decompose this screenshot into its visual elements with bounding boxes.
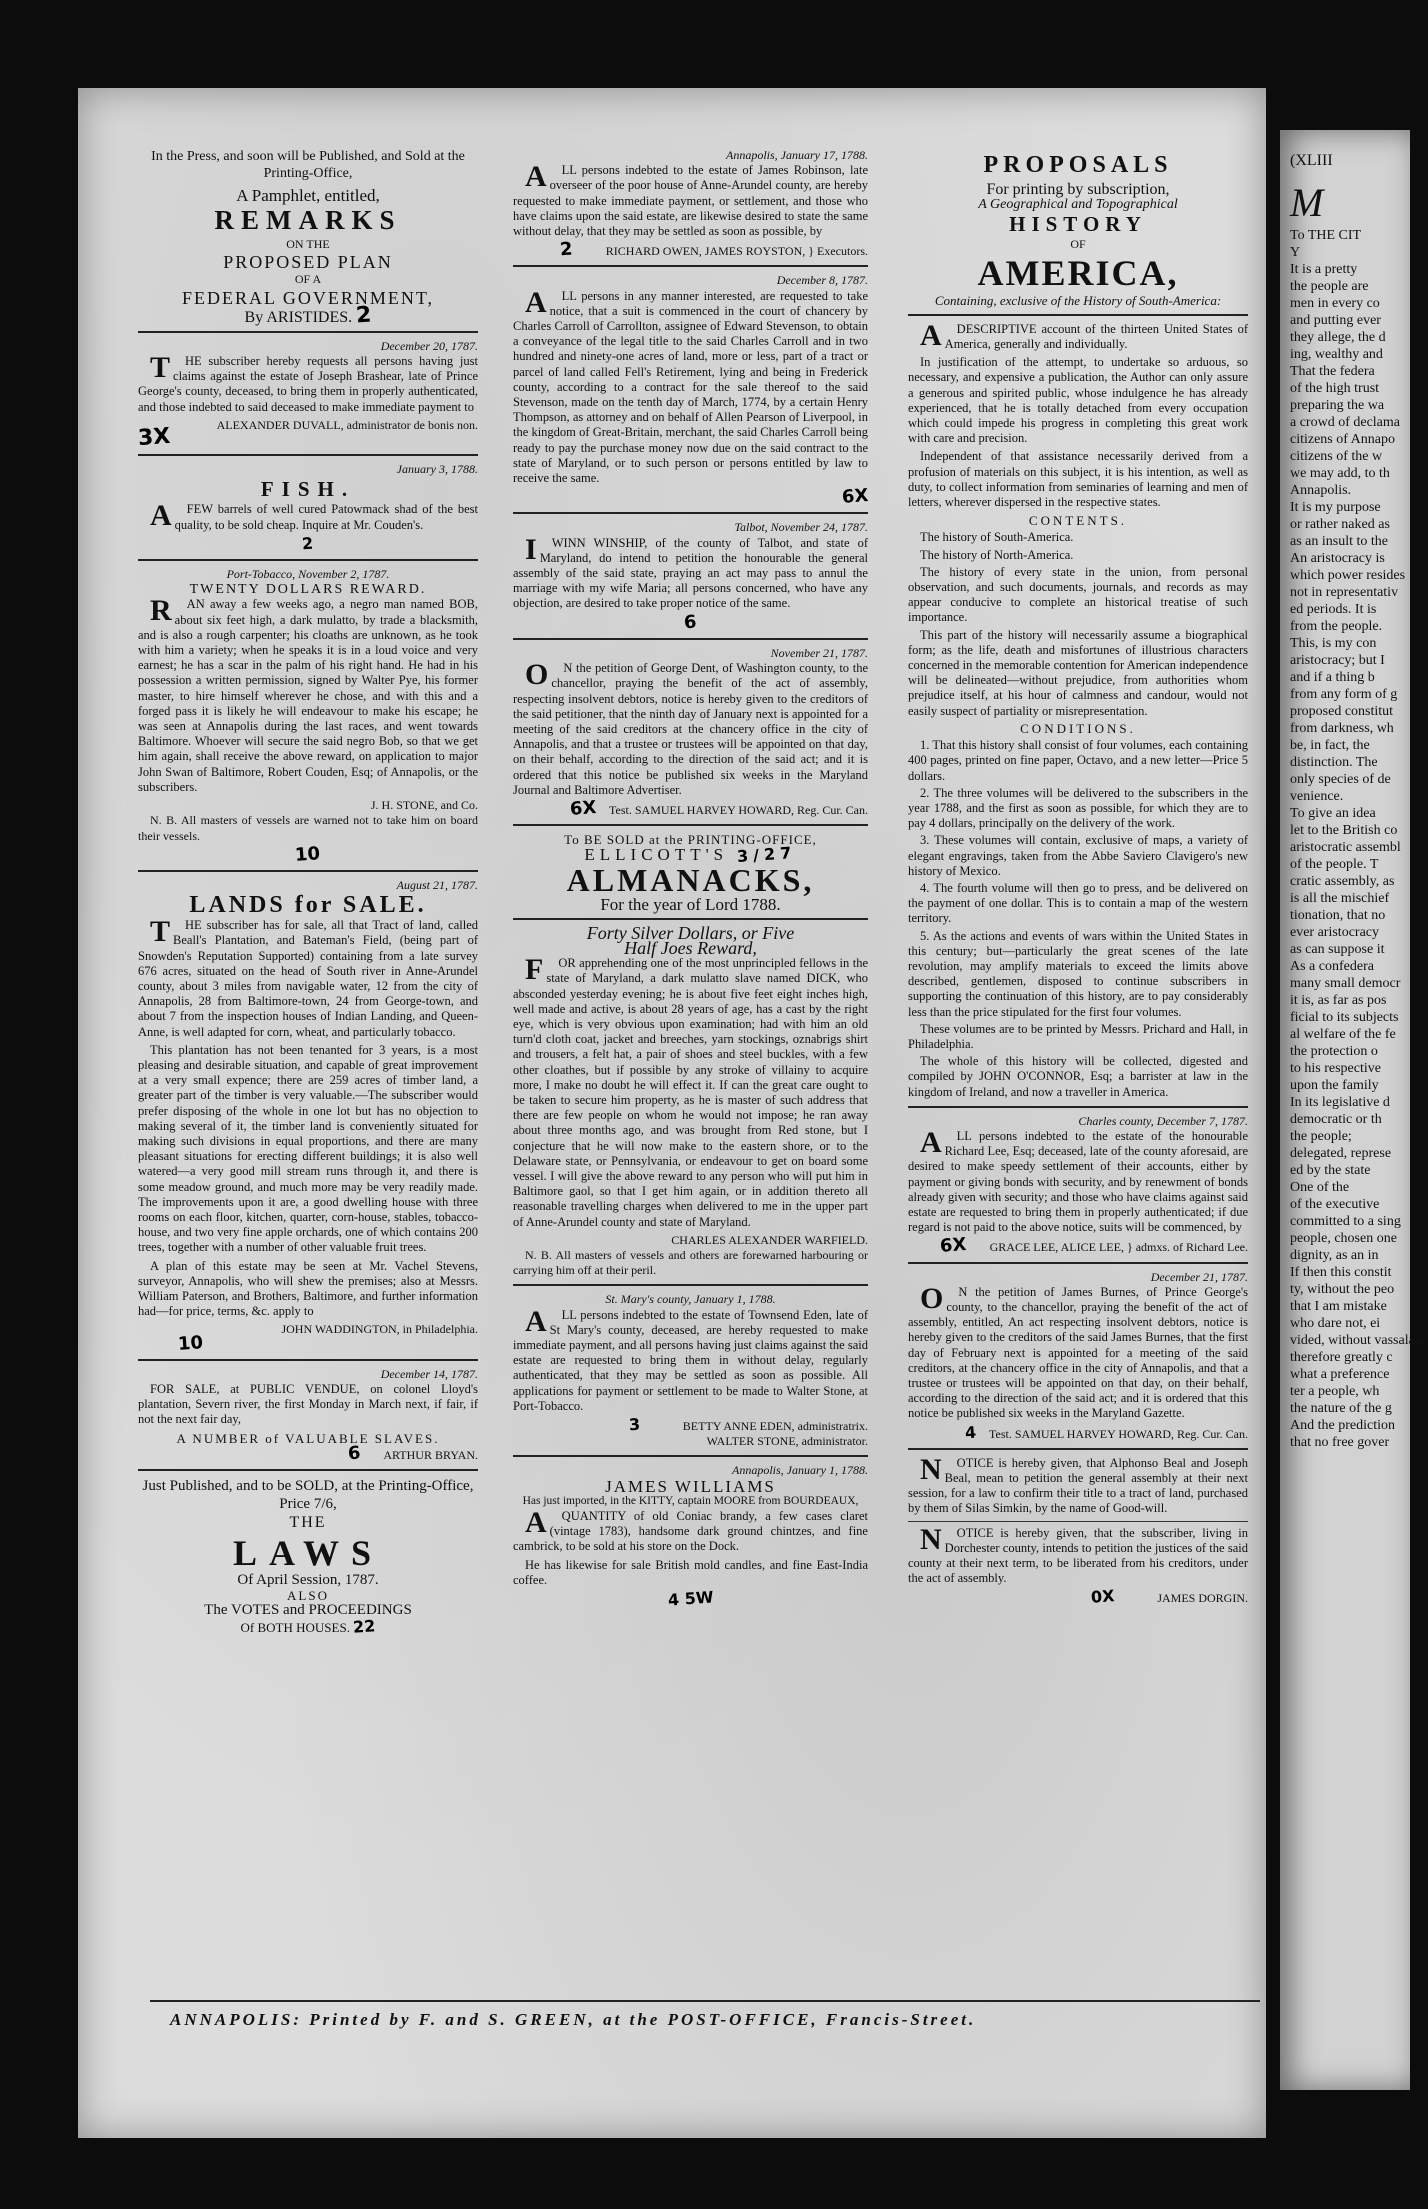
dent-notice: ON the petition of George Dent, of Washington county, to the chancellor, praying the benefit of the act of assembly, respecting insolvent debtors, notice is hereby given to the creditors of the said petitioner, that the ninth day of January next is appointed for a meeting of the said creditors at the chancery office in the city of Annapolis, and that a trustee or trustees will be appointed on that day, on their behalf, according to the direction of the said act; and it is ordered that this notice be published six weeks in the Maryland Journal and Baltimore Advertiser.: [513, 658, 868, 797]
adjacent-page-line: of the people. T: [1290, 857, 1379, 872]
adjacent-page-text: [1290, 179, 1428, 1451]
adjacent-page-line: of the executive: [1290, 1197, 1380, 1212]
lands-notice-2: This plantation has not been tenanted for 3 years, is a most pleasing and desirable situation, and capable of great improvement at a very small expence; there are 259 acres of timber land, a greater part of the timber is very valuable.—The subscriber would prefer disposing of the whole in one lot but has no objection to making several of it, the timber land is conveniently situated for making such divisions in equal proportions, and there are many pleasant situations for erecting different buildings; it is also well watered—a very good mill stream runs through it, and there is some meadow ground, and much more may be very readily made. The improvements upon it are, a good dwelling house with three rooms on each floor, kitchen, quarter, corn-house, stables, tobacco-house, and two very fine apple orchards, one of which contains 200 trees, together with a number of other valuable fruit trees.: [138, 1042, 478, 1255]
duvall-notice: THE subscriber hereby requests all persons having just claims against the estate of Joseph Brashear, late of Prince George's county, deceased, to bring them in properly authenticated, and those indebted to said deceased to make immediate payment to: [138, 351, 478, 414]
contents-list: [908, 530, 1248, 718]
adjacent-page-line: men in every co: [1290, 296, 1380, 311]
reward-notice: RAN away a few weeks ago, a negro man named BOB, about six feet high, a dark mulatto, by trade a blacksmith, and is also a rough carpenter; his cloaths are unknown, as he took with him a variety; when he speaks it is in a loud voice and very earnest; he has a scar in the palm of his right hand. He had in his possession a written permission, signed by Walter Pye, his former master, to hire himself wherever he chose, and with this and a forged pass it is likely he will endeavour to make his escape; he was seen at Annapolis during the last races, and went towards Baltimore. Whoever will secure the said negro Bob, so that we get him again, shall receive the above reward, on application to major John Swan of Baltimore, Robert Couden, Esq; of Annapolis, or the subscribers.: [138, 594, 478, 794]
divider: [138, 559, 478, 561]
adjacent-page-line: distinction. The: [1290, 755, 1378, 770]
adjacent-page-line: One of the: [1290, 1180, 1350, 1195]
lands-notice-3: A plan of this estate may be seen at Mr. Vachel Stevens, surveyor, Annapolis, who will shew the premises; also at Messrs. William Paterson, and Brothers, Baltimore, and further information had—for price, terms, &c. apply to: [138, 1258, 478, 1319]
reward-title: TWENTY DOLLARS REWARD.: [189, 582, 427, 598]
fish-date: January 3, 1788.: [396, 462, 478, 477]
handwritten-mark: 3: [628, 1414, 641, 1435]
adjacent-page-line: and if a thing b: [1290, 670, 1375, 685]
adjacent-page-line: preparing the wa: [1290, 398, 1385, 413]
remarks-proposed: PROPOSED PLAN: [223, 252, 393, 273]
adjacent-page-line: as can suppose it: [1290, 942, 1385, 957]
adjacent-page-line: citizens of Annapo: [1290, 432, 1395, 447]
proposals-text-3: Independent of that assistance necessarily derived from a profusion of materials on this subject, it is his intention, as well as duty, to collect information from seminaries of learning and men of letters, wherever dispersed in the respective states.: [908, 449, 1248, 510]
handwritten-mark: 4 5W: [667, 1587, 714, 1610]
adjacent-page-line: That the federa: [1290, 364, 1375, 379]
lee-sig-text: GRACE LEE, ALICE LEE, } admxs. of Richard Lee.: [989, 1240, 1248, 1255]
proposals-geo: A Geographical and Topographical: [978, 197, 1178, 213]
divider: [908, 1262, 1248, 1264]
handwritten-mark: 6X: [840, 485, 869, 509]
chancery-notice: ALL persons in any manner interested, are requested to take notice, that a suit is commenced in the court of chancery by Charles Carroll of Carrollton, assignee of Edward Stevenson, to obtain a conveyance of the legal title to the said Charles Carroll and in two hundred and ninety-one acres of land, more or less, part of a tract or parcel of land called Fell's Retirement, lying and being in Frederick county, according to a contract for the sale thereof to the said Stevenson, made on the tenth day of March, 1774, by a certain Henry Thompson, as attorney and on behalf of Allen Pearson of Liverpool, in the kingdom of Great-Britain, merchant, the said Charles Carroll being ready to pay the purchase money now due on the said contract to the state of Maryland, or to such person or persons entitled by law to receive the same.: [513, 285, 868, 486]
column-left: [138, 148, 478, 2058]
lands-signature: JOHN WADDINGTON, in Philadelphia.: [281, 1322, 478, 1337]
almanack-title: ALMANACKS,: [566, 861, 815, 898]
handwritten-mark: 2: [301, 533, 315, 554]
conditions-title: CONDITIONS.: [1020, 720, 1136, 736]
divider: [513, 1284, 868, 1286]
adjacent-page-line: venience.: [1290, 789, 1344, 804]
adjacent-page-line: M: [1290, 180, 1324, 225]
adjacent-page-line: that no free gover: [1290, 1435, 1390, 1450]
adjacent-page-line: a crowd of declama: [1290, 415, 1400, 430]
vendue-sig-text: ARTHUR BRYAN.: [383, 1447, 478, 1462]
dick-title-2: Half Joes Reward,: [624, 937, 757, 958]
adjacent-page-line: aristocratic assembl: [1290, 840, 1401, 855]
dorchester-signature: [908, 1586, 1248, 1608]
burnes-date: December 21, 1787.: [1150, 1269, 1248, 1284]
williams-notice-2: He has likewise for sale British mold candles, and fine East-India coffee.: [513, 1557, 868, 1587]
footer-divider: [150, 2000, 1260, 2002]
adjacent-page-line: be, in fact, the: [1290, 738, 1370, 753]
divider: [908, 1521, 1248, 1522]
winship-date: Talbot, November 24, 1787.: [734, 520, 868, 535]
adjacent-page-line: Annapolis.: [1290, 483, 1352, 498]
divider: [908, 1106, 1248, 1108]
remarks-by: [138, 302, 478, 329]
lee-notice: ALL persons indebted to the estate of the honourable Richard Lee, Esq; deceased, late of the county aforesaid, are desired to make speedy settlement of their accounts, either by payment or giving bonds with security, and by renewment of bonds already given with security; and those who have claims against said estate are requested to bring them in properly authenticated; if due regard is not paid to the above notice, suits will be commenced, by: [908, 1125, 1248, 1235]
divider: [138, 331, 478, 333]
adjacent-page-line: therefore greatly c: [1290, 1350, 1393, 1365]
adjacent-page-line: proposed constitut: [1290, 704, 1394, 719]
adjacent-page-line: vided, without vassalage: [1290, 1333, 1428, 1348]
condition-item: 3. These volumes will contain, exclusive of maps, a variety of elegant engravings, taken from the Abbe Saviero Clavigero's new history of Mexico.: [908, 833, 1248, 878]
adjacent-page-line: we may add, to th: [1290, 466, 1390, 481]
adjacent-page-line: citizens of the w: [1290, 449, 1383, 464]
handwritten-mark: 10: [294, 842, 322, 866]
vendue-notice: FOR SALE, at PUBLIC VENDUE, on colonel Lloyd's plantation, Severn river, the first Monday in March next, if fair, if not the next fair day,: [138, 1382, 478, 1427]
laws-votes: The VOTES and PROCEEDINGS: [204, 1602, 412, 1619]
adjacent-page-line: only species of de: [1290, 772, 1391, 787]
adjacent-page-line: of the high trust: [1290, 381, 1380, 396]
divider: [513, 1455, 868, 1457]
contents-item: The history of North-America.: [920, 547, 1074, 562]
laws-the: THE: [289, 1514, 327, 1532]
williams-sub: Has just imported, in the KITTY, captain MOORE from BOURDEAUX,: [522, 1494, 859, 1507]
divider: [513, 918, 868, 920]
adjacent-page-line: as an insult to the: [1290, 534, 1388, 549]
handwritten-mark: 6X: [939, 1234, 968, 1258]
vendue-signature: [138, 1442, 478, 1465]
laws-title: LAWS: [232, 1533, 384, 1574]
adjacent-page-line: people, chosen one: [1290, 1231, 1397, 1246]
divider: [908, 1448, 1248, 1450]
handwritten-mark: 10: [177, 1331, 204, 1355]
adjacent-page-line: the people;: [1290, 1129, 1352, 1144]
dick-nb: N. B. All masters of vessels and others are forewarned harbouring or carrying him off at their peril.: [513, 1248, 868, 1278]
adjacent-page-line: or rather naked as: [1290, 517, 1390, 532]
almanack-year: For the year of Lord 1788.: [600, 894, 781, 914]
adjacent-page-line: upon the family: [1290, 1078, 1379, 1093]
dick-title-1: Forty Silver Dollars, or Five: [586, 922, 795, 943]
adjacent-page-line: the protection o: [1290, 1044, 1378, 1059]
remarks-federal: FEDERAL GOVERNMENT,: [182, 287, 434, 308]
adjacent-page-number: (XLIII: [1290, 152, 1333, 169]
laws-intro: Just Published, and to be SOLD, at the Printing-Office, Price 7/6,: [142, 1478, 474, 1513]
williams-title: JAMES WILLIAMS: [605, 1476, 776, 1496]
contents-title: CONTENTS.: [1028, 513, 1128, 529]
handwritten-mark: 2: [559, 238, 574, 261]
adjacent-page-line: ty, without the peo: [1290, 1282, 1395, 1297]
proposals-text-1: ADESCRIPTIVE account of the thirteen United States of America, generally and individually.: [920, 318, 1248, 352]
adjacent-page-line: ter a people, wh: [1290, 1384, 1380, 1399]
almanack-ellicott-text: ELLICOTT'S: [584, 845, 729, 865]
adjacent-page-line: it is, as far as pos: [1290, 993, 1387, 1008]
adjacent-page-line: committed to a sing: [1290, 1214, 1401, 1229]
divider: [138, 870, 478, 872]
remarks-on-the: ON THE: [286, 237, 330, 252]
adjacent-page-line: It is my purpose: [1290, 500, 1381, 515]
laws-houses: [138, 1615, 478, 1637]
proposals-containing: Containing, exclusive of the History of South-America:: [934, 292, 1222, 308]
handwritten-mark: 4: [964, 1422, 977, 1442]
newspaper-page: [78, 88, 1266, 2138]
burnes-signature: [908, 1422, 1248, 1442]
remarks-title: REMARKS: [214, 205, 402, 236]
conditions-list: [908, 738, 1248, 1100]
vendue-number: A NUMBER of VALUABLE SLAVES.: [176, 1430, 440, 1446]
remarks-intro: In the Press, and soon will be Published, and Sold at the Printing-Office,: [151, 149, 465, 181]
column-right: [908, 148, 1248, 2058]
adjacent-page-line: ficial to its subjects: [1290, 1010, 1399, 1025]
remarks-pamphlet: A Pamphlet, entitled,: [236, 186, 380, 205]
adjacent-page-line: from the people.: [1290, 619, 1383, 634]
condition-item: These volumes are to be printed by Messrs. Prichard and Hall, in Philadelphia.: [908, 1021, 1248, 1051]
reward-dateline: Port-Tobacco, November 2, 1787.: [226, 567, 390, 582]
handwritten-mark: 6: [683, 611, 698, 634]
adjacent-page-line: not in representativ: [1290, 585, 1399, 600]
adjacent-page-line: the nature of the g: [1290, 1401, 1392, 1416]
proposals-of: OF: [1070, 237, 1086, 252]
condition-item: 4. The fourth volume will then go to press, and be delivered on the payment of one dollar. This is to contain a map of the western territory.: [908, 880, 1248, 926]
lee-signature: [908, 1234, 1248, 1258]
contents-item: This part of the history will necessarily assume a biographical form; as the life, death and misfortunes of illustrious characters concerned in the memorable contention for American independence will be delineated—without prejudice, from authorities whom prejudice itself, at his hour of calmness and candour, would not easily suspect of partiality or misrepresentation.: [908, 627, 1248, 718]
adjacent-page-line: cratic assembly, as: [1290, 874, 1395, 889]
adjacent-page-line: If then this constit: [1290, 1265, 1392, 1280]
adjacent-page-line: from any form of g: [1290, 687, 1398, 702]
adjacent-page-strip: [1280, 130, 1428, 2090]
reward-signature: J. H. STONE, and Co.: [370, 798, 478, 813]
adjacent-page-line: and putting ever: [1290, 313, 1381, 328]
dick-signature: CHARLES ALEXANDER WARFIELD.: [671, 1232, 868, 1247]
eden-dateline: St. Mary's county, January 1, 1788.: [605, 1292, 776, 1307]
adjacent-page-line: let to the British co: [1290, 823, 1398, 838]
handwritten-mark: 6: [347, 1442, 362, 1465]
adjacent-page-line: To THE CIT: [1290, 228, 1362, 243]
adjacent-page-line: Y: [1290, 245, 1301, 260]
contents-item: The history of every state in the union, from personal observation, and such documents, journals, and records as may appear conducive to complete an historical treatise of such importance.: [908, 564, 1248, 625]
williams-date: Annapolis, January 1, 1788.: [732, 1463, 868, 1478]
almanack-intro: To BE SOLD at the PRINTING-OFFICE,: [564, 832, 817, 848]
adjacent-page-line: al welfare of the fe: [1290, 1027, 1396, 1042]
proposals-history: HISTORY: [1009, 212, 1147, 237]
adjacent-page-line: from darkness, wh: [1290, 721, 1394, 736]
laws-of: Of April Session, 1787.: [237, 1572, 379, 1589]
adjacent-page-line: This, is my con: [1290, 636, 1377, 651]
divider: [138, 454, 478, 456]
adjacent-page-line: is all the mischief: [1290, 891, 1390, 906]
adjacent-page-line: ing, wealthy and: [1290, 347, 1383, 362]
imprint-footer: ANNAPOLIS: Printed by F. and S. GREEN, at the POST-OFFICE, Francis-Street.: [170, 2010, 977, 2029]
duvall-signature: ALEXANDER DUVALL, administrator de bonis non.: [216, 417, 478, 432]
condition-item: 1. That this history shall consist of four volumes, each containing 400 pages, printed on fine paper, Octavo, and a new letter—Price 5 dollars.: [908, 738, 1248, 783]
owen-notice: ALL persons indebted to the estate of James Robinson, late overseer of the poor house of Anne-Arundel county, are hereby requested to make immediate payment, or settlement, and those who have claims upon the said estate, are likewise desired to state the same without delay, that they may be settled as soon as possible, by: [513, 160, 868, 239]
handwritten-mark: 0X: [1090, 1586, 1115, 1608]
adjacent-page-line: tionation, that no: [1290, 908, 1386, 923]
handwritten-mark: 6X: [569, 797, 597, 820]
adjacent-page-line: democratic or th: [1290, 1112, 1382, 1127]
divider: [908, 314, 1248, 316]
adjacent-page-line: aristocracy; but I: [1290, 653, 1385, 668]
lee-date: Charles county, December 7, 1787.: [1078, 1113, 1248, 1128]
fish-title: FISH.: [260, 477, 356, 502]
divider: [513, 512, 868, 514]
eden-signature-2: WALTER STONE, administrator.: [706, 1434, 868, 1449]
adjacent-page-line: which power resides: [1290, 568, 1406, 583]
dorchester-sig-text: JAMES DORGIN.: [1157, 1591, 1248, 1606]
adjacent-page-line: It is a pretty: [1290, 262, 1358, 277]
adjacent-page-line: delegated, represe: [1290, 1146, 1392, 1161]
eden-signature-1: [513, 1414, 868, 1435]
adjacent-page-line: And the prediction: [1290, 1418, 1395, 1433]
dent-sig-text: Test. SAMUEL HARVEY HOWARD, Reg. Cur. Can.: [609, 802, 868, 817]
eden-notice: ALL persons indebted to the estate of Townsend Eden, late of St Mary's county, deceased, are hereby requested to make immediate payment, and all persons having just claims against the said estate are requested to bring them in without delay, regularly authenticated, that they may be settled as soon as possible. All applications for payment or settlement to be made to Walter Stone, at Port-Tobacco.: [513, 1304, 868, 1413]
dick-notice: FOR apprehending one of the most unprincipled fellows in the state of Maryland, a dark mulatto slave named DICK, who absconded yesterday evening; he is about five feet eight inches high, well made and active, is about 28 years of age, has a cast by the right eye, which is very obvious upon examination; had with him an old turn'd cloth coat, jacket and breeches, yarn stockings, oznabrigs shirt and trousers, a felt hat, a pair of shoes and steel buckles, with a few other cloathes, but if possible by any stroke of villainy to acquire more, I make no doubt he will effect it. If can the great care ought to be taken to secure him property, as he is master of such address that there are few people on whom he would not impose; he ran away about three months ago, and was brought from Red stone, but I conjecture that he will now make to the eastern shore, or to the Delaware state, or Pennsylvania, or endeavour to get on board some vessel. I will give the above reward to any person who will put him in Baltimore gaol, so that I get him again, or in addition thereto all reasonable travelling charges when delivered to me in the upper part of Anne-Arundel county and state of Maryland.: [513, 953, 868, 1229]
winship-notice: IWINN WINSHIP, of the county of Talbot, and state of Maryland, do intend to petition the honourable the general assembly of the said state, praying an act may pass to annul the marriage with my wife Maria; all persons concerned, who have any objection, are desired to take proper notice of the same.: [513, 532, 868, 611]
vendue-date: December 14, 1787.: [380, 1366, 478, 1381]
divider: [138, 1359, 478, 1361]
handwritten-mark: 2: [355, 302, 373, 329]
adjacent-page-line: who dare not, ei: [1290, 1316, 1381, 1331]
handwritten-mark: 22: [352, 1615, 377, 1637]
dorchester-notice: NOTICE is hereby given, that the subscriber, living in Dorchester county, intends to petition the justices of the said county at their next term, to be liberated from his creditors, under the act of assembly.: [908, 1522, 1248, 1586]
condition-item: 5. As the actions and events of wars within the United States in this century; but—particularly the great scenes of the late revolution, may amplify materials to exceed the limits above described, gentlemen, disposed to continue subscribers in supporting the continuation of this history, are to pay considerably less than the price stipulated for the first four volumes.: [908, 928, 1248, 1019]
fish-notice: AFEW barrels of well cured Patowmack shad of the best quality, to be sold cheap. Inquire at Mr. Couden's.: [150, 499, 478, 533]
chancery-date: December 8, 1787.: [776, 273, 868, 288]
column-middle: [513, 148, 868, 2058]
proposals-title: PROPOSALS: [983, 152, 1173, 178]
reward-nb: N. B. All masters of vessels are warned not to take him on board their vessels.: [138, 813, 478, 843]
proposals-text-2: In justification of the attempt, to undertake so arduous, so necessary, and expensive a publication, the Author can only assure a generous and spirited public, whose indulgence he has already experienced, that he is totally detached from every occupation which could impede his progress in completing this great work with care and precision.: [908, 355, 1248, 446]
almanack-ellicott: [513, 843, 868, 867]
owen-date: Annapolis, January 17, 1788.: [726, 148, 868, 162]
lands-notice: THE subscriber has for sale, all that Tract of land, called Beall's Plantation, and Bateman's Field, (being part of Snowden's Reputation Supported) containing from a late survey 676 acres, situated on the head of South river in Anne-Arundel county, about 3 miles from navigable water, 12 from the city of Annapolis, 28 from Baltimore-town, 24 from George-town, and about 7 from the inspection houses of Indian Landing, and Queen-Anne, is well adapted for corn, wheat, and particularly tobacco.: [138, 915, 478, 1039]
lands-title: LANDS for SALE.: [189, 892, 427, 919]
adjacent-page-line: the people are: [1290, 279, 1369, 294]
adjacent-page-line: ed by the state: [1290, 1163, 1371, 1178]
laws-also: ALSO: [287, 1588, 329, 1604]
divider: [513, 638, 868, 640]
adjacent-page-line: ed periods. It is: [1290, 602, 1377, 617]
condition-item: The whole of this history will be collected, digested and compiled by JOHN O'CONNOR, Esq; a barrister at law in the kingdom of Ireland, and now a traveller in America.: [908, 1054, 1248, 1099]
adjacent-page-line: In its legislative d: [1290, 1095, 1390, 1110]
laws-houses-text: Of BOTH HOUSES.: [240, 1619, 350, 1635]
proposals-for: For printing by subscription,: [986, 181, 1170, 198]
adjacent-page-line: dignity, as an in: [1290, 1248, 1379, 1263]
proposals-america: AMERICA,: [977, 252, 1179, 293]
williams-notice: AQUANTITY of old Coniac brandy, a few cases claret (vintage 1783), handsome dark ground chintzes, and fine cambrick, to be sold at his store on the Dock.: [513, 1506, 868, 1554]
adjacent-page-line: they allege, the d: [1290, 330, 1386, 345]
contents-item: The history of South-America.: [920, 530, 1074, 545]
lands-date: August 21, 1787.: [396, 877, 478, 892]
divider: [513, 824, 868, 826]
adjacent-page-line: what a preference: [1290, 1367, 1390, 1382]
adjacent-page-line: that I am mistake: [1290, 1299, 1387, 1314]
owen-sig-text: RICHARD OWEN, JAMES ROYSTON, } Executors.: [605, 244, 868, 259]
adjacent-page-line: many small democr: [1290, 976, 1401, 991]
dent-signature: [513, 797, 868, 820]
adjacent-page-line: to his respective: [1290, 1061, 1381, 1076]
eden-sig-1-text: BETTY ANNE EDEN, administratrix.: [682, 1419, 868, 1434]
divider: [513, 265, 868, 267]
divider: [138, 1469, 478, 1471]
burnes-notice: ON the petition of James Burnes, of Prince George's county, to the chancellor, praying the benefit of the act of assembly, entitled, An act respecting insolvent debtors, notice is hereby given to the creditors of the said James Burnes, that the first day of February next is appointed for a meeting of the said creditors, at the chancery office in the city of Annapolis, and that a trustee or trustees will be appointed on that day, on their behalf, according to the direction of the said act; and it is ordered that this notice be published six weeks in the Maryland Gazette.: [908, 1281, 1248, 1421]
duvall-date: December 20, 1787.: [380, 338, 478, 353]
burnes-sig-text: Test. SAMUEL HARVEY HOWARD, Reg. Cur. Can.: [989, 1426, 1248, 1441]
dent-date: November 21, 1787.: [770, 645, 868, 660]
handwritten-mark: 3X: [137, 423, 172, 452]
remarks-of-a: OF A: [294, 272, 322, 287]
adjacent-page-line: ever aristocracy: [1290, 925, 1379, 940]
beal-notice: NOTICE is hereby given, that Alphonso Beal and Joseph Beal, mean to petition the general assembly at their next session, for a law to confirm their title to a tract of land, purchased by them of Silas Simkin, by the name of Good-will.: [908, 1452, 1248, 1516]
condition-item: 2. The three volumes will be delivered to the subscribers in the year 1788, and the first as soon as possible, for which they are to pay 4 dollars, principally on the delivery of the work.: [908, 785, 1248, 831]
adjacent-page-line: To give an idea: [1290, 806, 1376, 821]
handwritten-mark: 3/27: [736, 843, 798, 867]
owen-signature: [513, 238, 868, 261]
remarks-by-text: By ARISTIDES.: [244, 308, 353, 326]
adjacent-page-line: As a confedera: [1290, 959, 1374, 974]
adjacent-page-line: An aristocracy is: [1290, 551, 1385, 566]
